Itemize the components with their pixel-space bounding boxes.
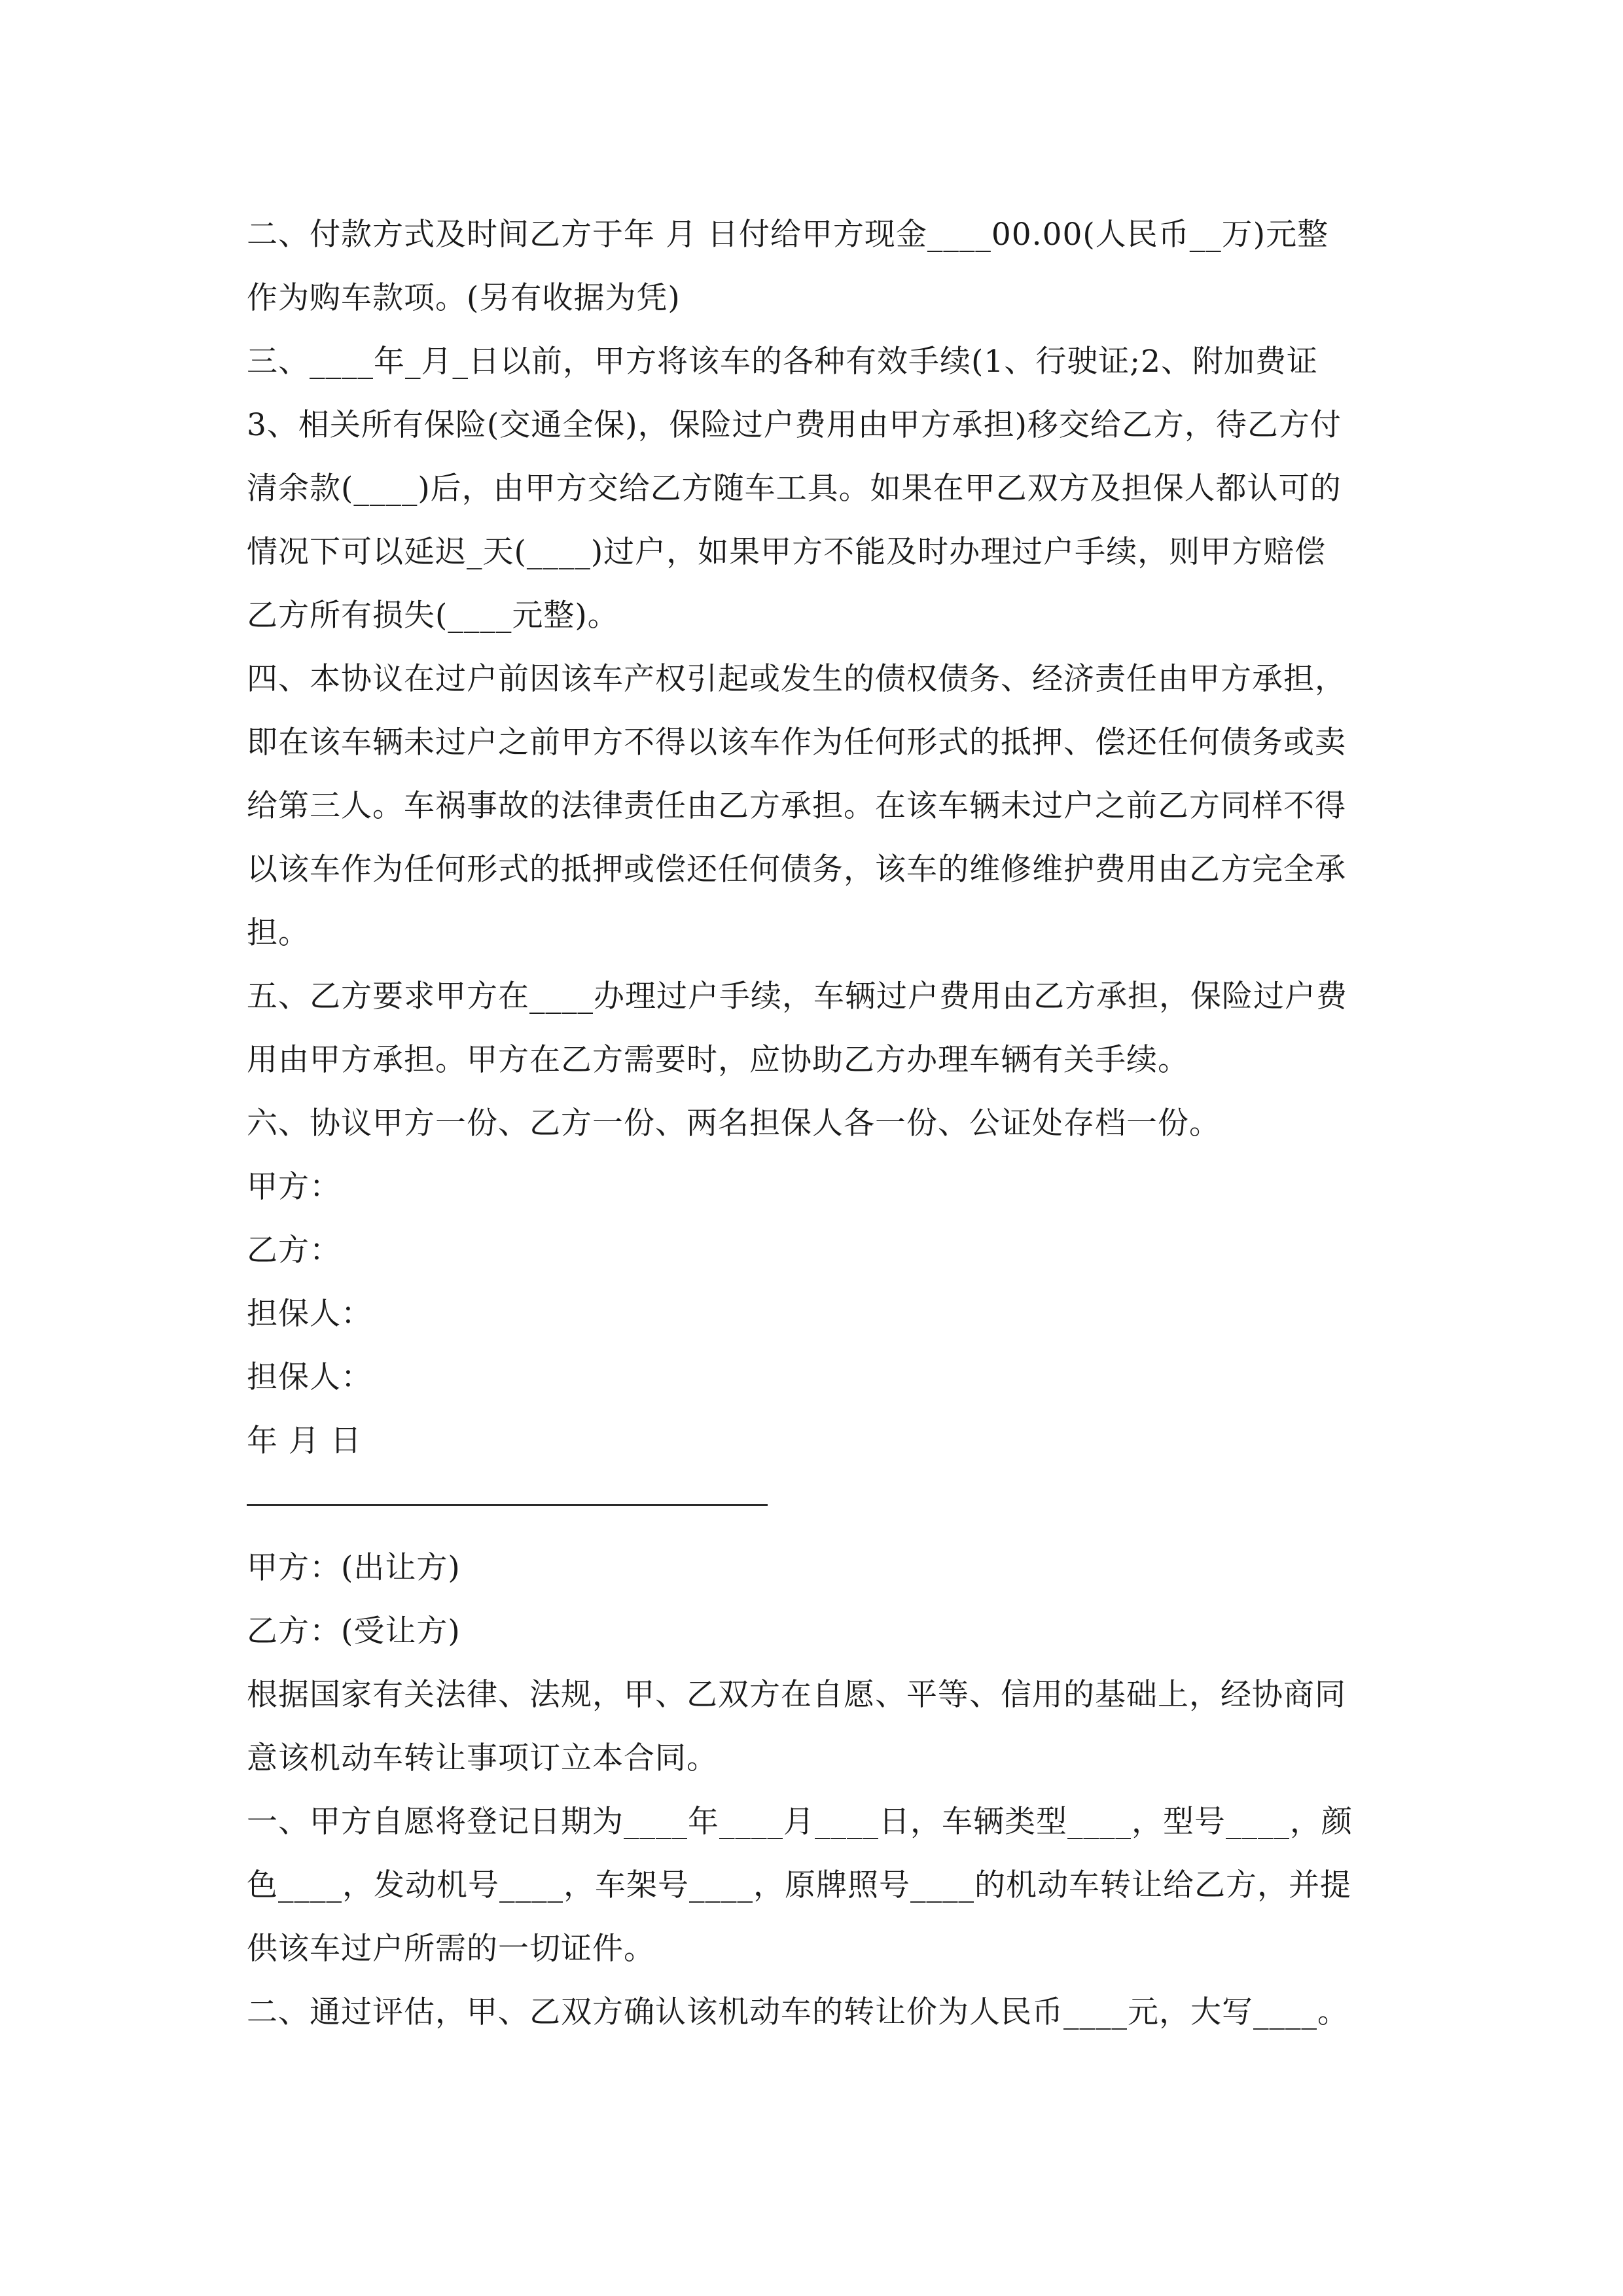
text-line: 一、甲方自愿将登记日期为____年____月____日，车辆类型____，型号____，颜 [247,1804,1353,1840]
text-line: 根据国家有关法律、法规，甲、乙双方在自愿、平等、信用的基础上，经协商同 [247,1677,1346,1713]
text-line: 情况下可以延迟_天(____)过户，如果甲方不能及时办理过户手续，则甲方赔偿 [247,534,1327,570]
contract-page [247,203,1385,2044]
text-line: 给第三人。车祸事故的法律责任由乙方承担。在该车辆未过户之前乙方同样不得 [247,788,1346,824]
text-line: 以该车作为任何形式的抵押或偿还任何债务，该车的维修维护费用由乙方完全承 [247,852,1346,888]
text-line: 三、____年_月_日以前，甲方将该车的各种有效手续(1、行驶证;2、附加费证 [247,344,1318,380]
signature-party-b: 乙方： [247,1232,341,1268]
signature-guarantor-2: 担保人： [247,1359,372,1395]
divider-rule [247,1504,768,1506]
text-line: 清余款(____)后，由甲方交给乙方随车工具。如果在甲乙双方及担保人都认可的 [247,471,1342,507]
text-line: 担。 [247,915,310,951]
section-divider [247,1473,1385,1536]
text-line: 色____，发动机号____，车架号____，原牌照号____的机动车转让给乙方，并提 [247,1867,1351,1903]
text-line: 3、相关所有保险(交通全保)，保险过户费用由甲方承担)移交给乙方，待乙方付 [247,407,1342,443]
signature-guarantor-1: 担保人： [247,1296,372,1332]
text-line: 作为购车款项。(另有收据为凭) [247,280,681,316]
section-b [247,1536,1385,2044]
text-line: 二、付款方式及时间乙方于年 月 日付给甲方现金____00.00(人民币__万)元整 [247,217,1329,253]
text-line: 二、通过评估，甲、乙双方确认该机动车的转让价为人民币____元，大写____。 [247,1994,1349,2030]
party-b-label: 乙方：(受让方) [247,1613,461,1649]
text-line: 四、本协议在过户前因该车产权引起或发生的债权债务、经济责任由甲方承担， [247,661,1346,697]
text-line: 供该车过户所需的一切证件。 [247,1931,655,1967]
text-line: 六、协议甲方一份、乙方一份、两名担保人各一份、公证处存档一份。 [247,1105,1221,1141]
signature-date: 年 月 日 [247,1423,362,1459]
text-line: 意该机动车转让事项订立本合同。 [247,1740,718,1776]
text-line: 即在该车辆未过户之前甲方不得以该车作为任何形式的抵押、偿还任何债务或卖 [247,725,1346,761]
section-a [247,203,1385,1473]
text-line: 乙方所有损失(____元整)。 [247,598,619,634]
text-line: 用由甲方承担。甲方在乙方需要时，应协助乙方办理车辆有关手续。 [247,1042,1189,1078]
signature-party-a: 甲方： [247,1169,341,1205]
party-a-label: 甲方：(出让方) [247,1550,461,1586]
text-line: 五、乙方要求甲方在____办理过户手续，车辆过户费用由乙方承担，保险过户费 [247,978,1347,1014]
